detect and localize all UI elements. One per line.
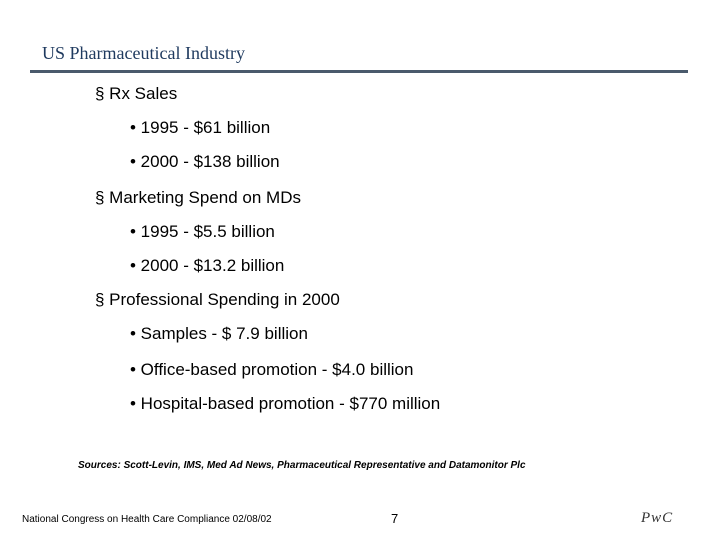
title-rule bbox=[30, 70, 688, 73]
bullet-item: • 2000 - $13.2 billion bbox=[130, 256, 285, 275]
section-heading-professional-spending: § Professional Spending in 2000 bbox=[95, 290, 340, 309]
bullet-item: • 1995 - $5.5 billion bbox=[130, 222, 275, 241]
footer-text: National Congress on Health Care Compliance 02/08/02 bbox=[22, 514, 272, 525]
section-heading-marketing-spend: § Marketing Spend on MDs bbox=[95, 188, 301, 207]
pwc-logo: PwC bbox=[641, 510, 674, 526]
bullet-item: • 2000 - $138 billion bbox=[130, 152, 280, 171]
bullet-item: • Office-based promotion - $4.0 billion bbox=[130, 360, 414, 379]
bullet-item: • Samples - $ 7.9 billion bbox=[130, 324, 308, 343]
bullet-item: • 1995 - $61 billion bbox=[130, 118, 271, 137]
section-heading-rx-sales: § Rx Sales bbox=[95, 84, 178, 103]
slide-title: US Pharmaceutical Industry bbox=[42, 43, 245, 63]
page-number: 7 bbox=[391, 511, 399, 526]
sources-note: Sources: Scott-Levin, IMS, Med Ad News, Pharmaceutical Representative and Datamonitor Plc bbox=[78, 460, 526, 471]
bullet-item: • Hospital-based promotion - $770 million bbox=[130, 394, 441, 413]
